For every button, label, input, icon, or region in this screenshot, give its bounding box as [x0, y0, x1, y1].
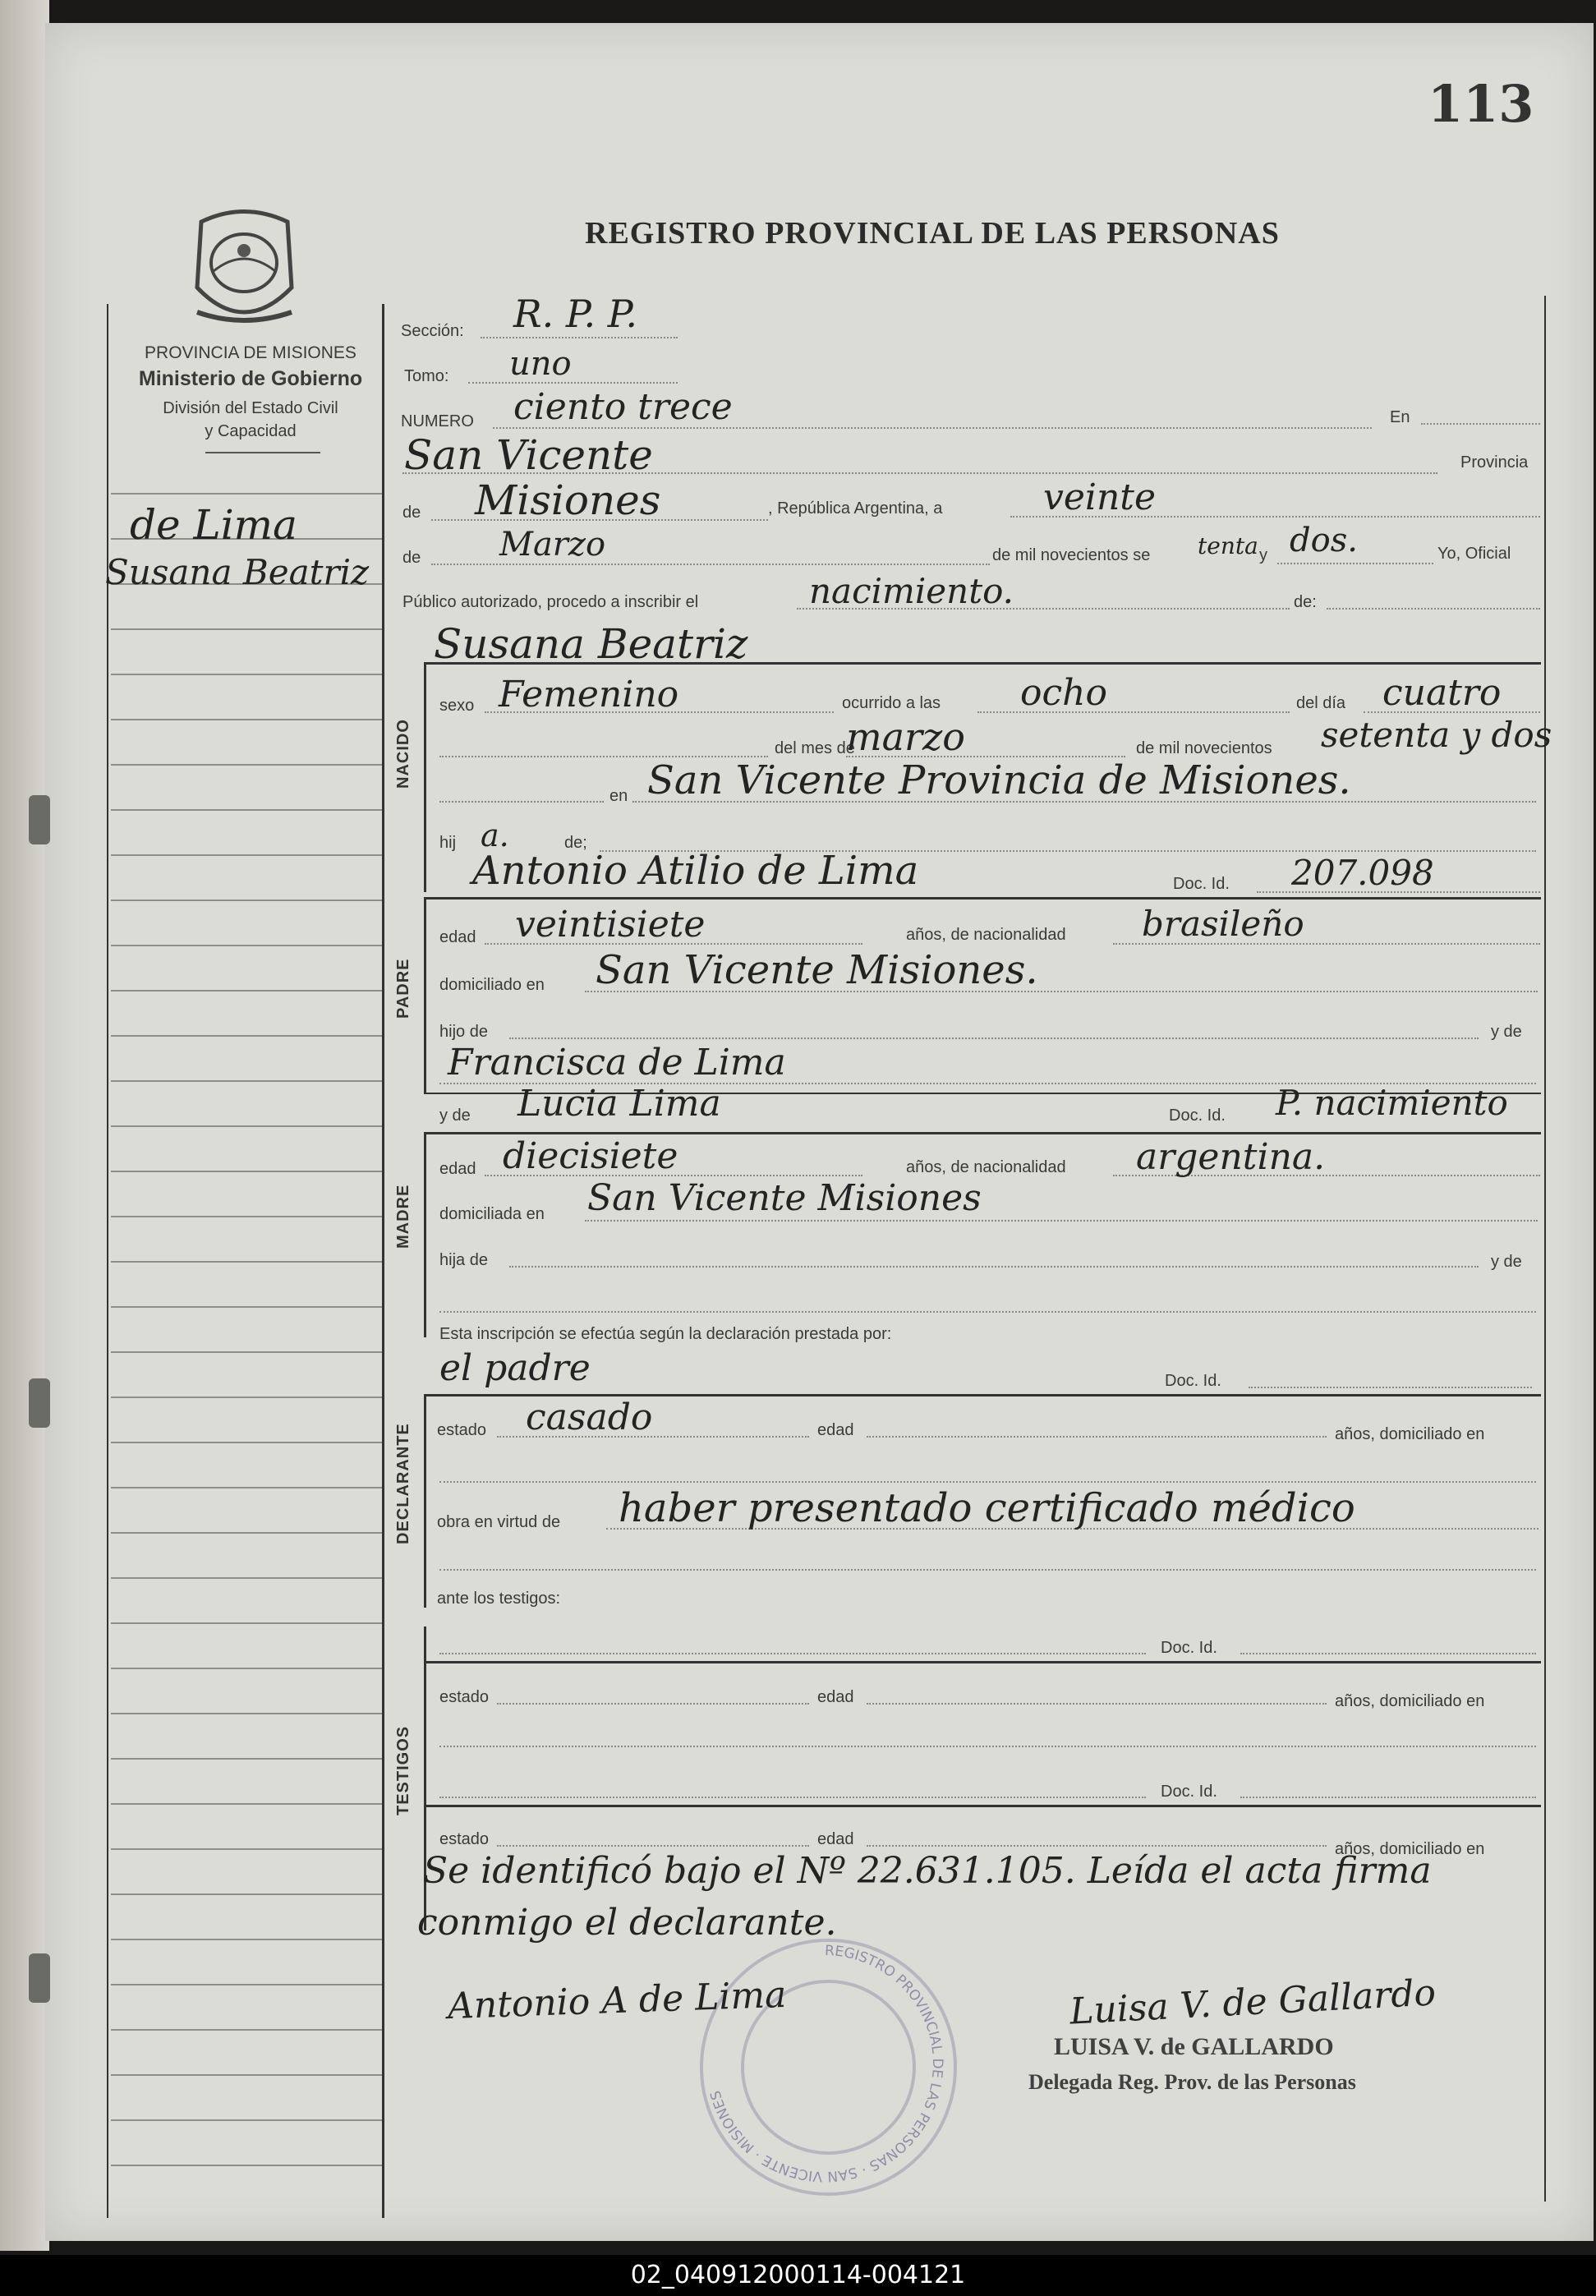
value-declarant-state: casado: [526, 1396, 653, 1438]
value-birth-year: setenta y dos: [1321, 715, 1552, 755]
value-hij-suffix: a.: [481, 817, 509, 854]
page-title: REGISTRO PROVINCIAL DE LAS PERSONAS: [585, 216, 1280, 251]
crest-icon: [185, 205, 304, 333]
value-year-suffix: tenta: [1198, 532, 1258, 559]
value-day: veinte: [1043, 476, 1157, 518]
label-seccion: Sección:: [401, 322, 464, 340]
value-place: San Vicente: [404, 431, 653, 479]
ministry-name: Ministerio de Gobierno: [138, 367, 363, 390]
officer-stamp-name: LUISA V. de GALLARDO: [1054, 2033, 1334, 2060]
value-mother-name: Lucia Lima: [517, 1083, 721, 1125]
value-birth-month: marzo: [846, 715, 965, 759]
value-birth-place: San Vicente Provincia de Misiones.: [647, 757, 1351, 803]
label-declaracion: Esta inscripción se efectúa según la declaración prestada por:: [439, 1325, 892, 1343]
label-anos-domiciliado-witness-1: años, domiciliado en: [1335, 1692, 1485, 1710]
section-testigos: TESTIGOS: [394, 1725, 412, 1815]
label-ocurrido: ocurrido a las: [842, 694, 941, 712]
note-line-1: Se identificó bajo el Nº 22.631.105. Leída el acta firma: [423, 1850, 1432, 1892]
label-en-small: en: [609, 787, 628, 805]
label-yo-oficial: Yo, Oficial: [1437, 545, 1511, 563]
label-hij: hij: [439, 834, 457, 852]
label-domiciliada: domiciliada en: [439, 1205, 545, 1223]
value-mother-doc: P. nacimiento: [1276, 1083, 1508, 1123]
value-father-doc: 207.098: [1291, 853, 1434, 893]
label-doc-id-witness-1: Doc. Id.: [1161, 1639, 1217, 1657]
value-seccion: R. P. P.: [513, 292, 638, 336]
value-year-units: dos.: [1290, 522, 1358, 559]
label-estado-witness-2: estado: [439, 1830, 490, 1848]
label-anos-domiciliado-witness-2: años, domiciliado en: [1335, 1840, 1485, 1858]
note-line-2: conmigo el declarante.: [417, 1902, 837, 1944]
binding-ring: [29, 1953, 50, 2003]
declarant-signature: Antonio A de Lima: [447, 1973, 788, 2028]
value-act-type: nacimiento.: [809, 571, 1014, 611]
label-del-dia: del día: [1296, 694, 1346, 712]
value-father-nationality: brasileño: [1142, 904, 1304, 944]
margin-surname: de Lima: [130, 501, 297, 549]
label-de-mil: de mil novecientos se: [992, 546, 1151, 564]
section-declarante: DECLARANTE: [394, 1423, 412, 1544]
label-y-de-father: y de: [1491, 1023, 1522, 1041]
label-doc-id-father: Doc. Id.: [1173, 875, 1230, 893]
label-edad-witness-2: edad: [817, 1830, 854, 1848]
label-del-mes: del mes de: [775, 739, 855, 757]
label-provincia: Provincia: [1460, 453, 1529, 472]
label-y: y: [1259, 546, 1267, 564]
label-edad-mother: edad: [439, 1160, 476, 1178]
division-line-1: División del Estado Civil: [163, 399, 338, 417]
label-hija-de: hija de: [439, 1251, 488, 1269]
label-y-de-mother-parents: y de: [1491, 1253, 1522, 1271]
value-birth-day: cuatro: [1382, 672, 1502, 714]
value-mother-age: diecisiete: [503, 1135, 678, 1177]
division-line-2: y Capacidad: [205, 422, 297, 440]
label-edad-witness-1: edad: [817, 1688, 854, 1706]
label-de-2: de: [402, 549, 421, 567]
section-padre: PADRE: [394, 958, 412, 1019]
value-father-parent1: Francisca de Lima: [448, 1042, 786, 1084]
value-declarant-reason: haber presentado certificado médico: [619, 1485, 1355, 1531]
label-de-1: de: [402, 504, 421, 522]
label-doc-id-declarant: Doc. Id.: [1165, 1372, 1221, 1390]
province-name: PROVINCIA DE MISIONES: [145, 343, 356, 362]
label-publico: Público autorizado, procedo a inscribir el: [402, 593, 699, 611]
binding-ring: [29, 1378, 50, 1428]
value-numero: ciento trece: [513, 386, 733, 428]
value-month: Marzo: [499, 526, 606, 564]
label-doc-id-witness-2: Doc. Id.: [1161, 1783, 1217, 1801]
value-mother-nationality: argentina.: [1136, 1136, 1326, 1178]
right-border: [1544, 296, 1546, 2202]
value-mother-domicile: San Vicente Misiones: [587, 1177, 982, 1219]
page-number: 113: [1428, 74, 1534, 134]
section-madre: MADRE: [394, 1184, 412, 1249]
label-tomo: Tomo:: [404, 367, 449, 385]
binding-ring: [29, 795, 50, 844]
label-anos-nac-mother: años, de nacionalidad: [906, 1158, 1066, 1176]
value-hour: ocho: [1020, 672, 1107, 714]
label-obra: obra en virtud de: [437, 1513, 561, 1531]
divider: [205, 452, 320, 453]
label-doc-id-mother: Doc. Id.: [1169, 1107, 1226, 1125]
label-y-de-mother: y de: [439, 1107, 471, 1125]
value-father-age: veintisiete: [515, 904, 706, 946]
label-domiciliado: domiciliado en: [439, 976, 545, 994]
label-sexo: sexo: [439, 697, 475, 715]
value-father-domicile: San Vicente Misiones.: [596, 947, 1038, 993]
label-de-semicolon: de;: [564, 834, 587, 852]
label-edad-father: edad: [439, 928, 476, 946]
value-declarant: el padre: [439, 1347, 591, 1389]
section-nacido: NACIDO: [394, 719, 412, 789]
label-hijo-de: hijo de: [439, 1023, 488, 1041]
label-en: En: [1390, 408, 1410, 426]
label-de-colon: de:: [1294, 593, 1317, 611]
label-republica: , República Argentina, a: [768, 499, 943, 518]
value-province: Misiones: [475, 476, 661, 524]
margin-right-rule: [382, 304, 384, 2218]
officer-signature: Luisa V. de Gallardo: [1068, 1972, 1437, 2033]
label-anos-domiciliado: años, domiciliado en: [1335, 1425, 1485, 1443]
label-de-mil-nov: de mil novecientos: [1136, 739, 1272, 757]
label-numero: NUMERO: [401, 412, 474, 430]
label-anos-nac-father: años, de nacionalidad: [906, 926, 1066, 944]
book-spine: [0, 0, 49, 2251]
label-edad-declarant: edad: [817, 1421, 854, 1439]
margin-given-names: Susana Beatriz: [105, 552, 370, 592]
value-father-name: Antonio Atilio de Lima: [472, 848, 919, 894]
label-estado-witness-1: estado: [439, 1688, 490, 1706]
value-tomo: uno: [509, 345, 572, 383]
label-estado-declarant: estado: [437, 1421, 487, 1439]
officer-stamp-title: Delegada Reg. Prov. de las Personas: [1028, 2070, 1356, 2094]
archive-caption: 02_040912000114-004121: [0, 2255, 1596, 2296]
svg-text:REGISTRO PROVINCIAL DE LAS PER: REGISTRO PROVINCIAL DE LAS PERSONAS · SAN VICENTE · MISIONES: [707, 1942, 945, 2185]
label-ante-testigos: ante los testigos:: [437, 1590, 561, 1608]
value-child-name: Susana Beatriz: [434, 620, 748, 668]
value-sex: Femenino: [499, 674, 679, 715]
